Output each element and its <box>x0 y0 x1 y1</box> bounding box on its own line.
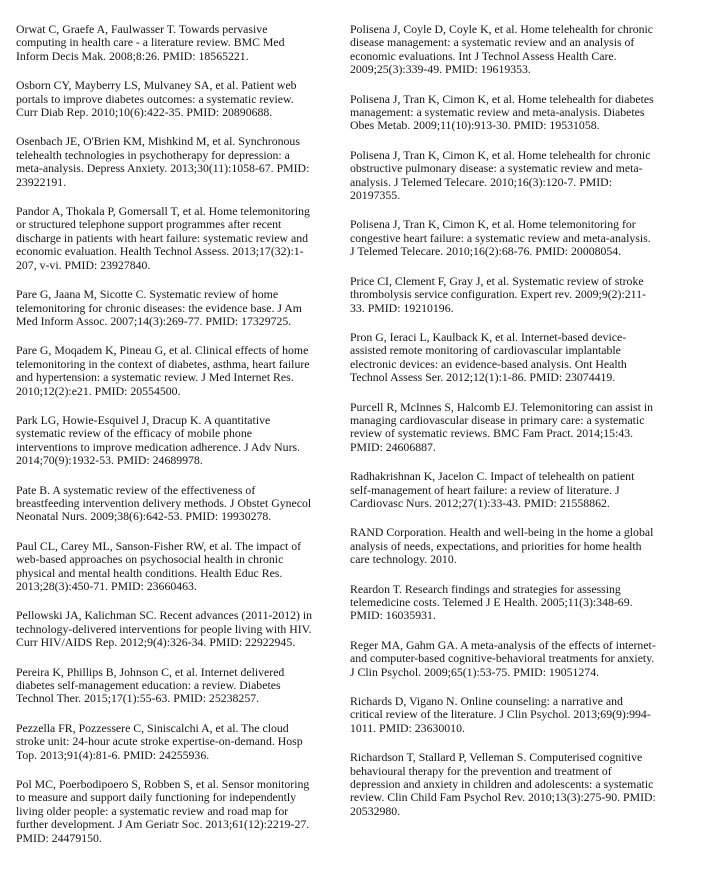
reference-entry: Osenbach JE, O'Brien KM, Mishkind M, et al. Synchronous telehealth technologies in psychotherapy for depression: a meta-analysis. Depress Anxiety. 2013;30(11):1058-67. PMID: 23922191. <box>16 134 310 189</box>
reference-entry: Pellowski JA, Kalichman SC. Recent advances (2011-2012) in technology-delivered interventions for people living with HIV. Curr HIV/AIDS Rep. 2012;9(4):326-34. PMID: 22922945. <box>16 608 313 650</box>
reference-entry: Orwat C, Graefe A, Faulwasser T. Towards pervasive computing in health care - a literature review. BMC Med Inform Decis Mak. 2008;8:26. PMID: 18565221. <box>16 22 285 63</box>
reference-entry: Purcell R, McInnes S, Halcomb EJ. Telemonitoring can assist in managing cardiovascular disease in primary care: a systematic review of systematic reviews. BMC Fam Pract. 2014;15:43. PMID: 24606887. <box>350 399 654 454</box>
reference-column-left <box>16 23 316 861</box>
reference-entry: Polisena J, Coyle D, Coyle K, et al. Home telehealth for chronic disease management: a systematic review and an analysis of economic evaluations. Int J Technol Assess Health Care. 2009;25(3):339-49. PMID: 19619353. <box>350 22 654 77</box>
reference-entry: Pate B. A systematic review of the effectiveness of breastfeeding intervention delivery methods. J Obstet Gynecol Neonatal Nurs. 2009;38(6):642-53. PMID: 19930278. <box>16 482 312 524</box>
reference-column-right <box>350 23 658 834</box>
reference-entry: Radhakrishnan K, Jacelon C. Impact of telehealth on patient self-management of heart failure: a review of literature. J Cardiovasc Nurs. 2012;27(1):33-43. PMID: 21558862. <box>350 469 635 510</box>
reference-entry: Pereira K, Phillips B, Johnson C, et al. Internet delivered diabetes self-management education: a review. Diabetes Technol Ther. 2015;17(1):55-63. PMID: 25238257. <box>16 664 285 706</box>
reference-entry: Pol MC, Poerbodipoero S, Robben S, et al. Sensor monitoring to measure and support daily functioning for independently living older people: a systematic review and road map for further development. J Am Geriatr Soc. 2013;61(12):2219-27. PMID: 24479150. <box>16 777 310 845</box>
reference-entry: Pare G, Jaana M, Sicotte C. Systematic review of home telemonitoring for chronic diseases: the evidence base. J Am Med Inform Assoc. 2007;14(3):269-77. PMID: 17329725. <box>16 287 302 328</box>
reference-entry: Pare G, Moqadem K, Pineau G, et al. Clinical effects of home telemonitoring in the context of diabetes, asthma, heart failure and hypertension: a systematic review. J Med Internet Res. 2010;12(2):e21. PMID: 20554500. <box>16 343 310 398</box>
reference-entry: Park LG, Howie-Esquivel J, Dracup K. A quantitative systematic review of the efficacy of mobile phone interventions to improve medication adherence. J Adv Nurs. 2014;70(9):1932-53. PMID: 24689978. <box>16 412 301 468</box>
reference-entry: Pron G, Ieraci L, Kaulback K, et al. Internet-based device-assisted remote monitoring of cardiovascular implantable electronic devices: an evidence-based analysis. Ont Health Technol Assess Ser. 2012;12(1):1-86. PMID: 23074419. <box>350 329 627 385</box>
reference-entry: RAND Corporation. Health and well-being in the home a global analysis of needs, expectations, and priorities for home health care technology. 2010. <box>350 525 654 567</box>
reference-entry: Pezzella FR, Pozzessere C, Siniscalchi A, et al. The cloud stroke unit: 24-hour acute stroke expertise-on-demand. Hosp Top. 2013;91(4):81-6. PMID: 24255936. <box>16 720 303 762</box>
reference-entry: Richards D, Vigano N. Online counseling: a narrative and critical review of the literature. J Clin Psychol. 2013;69(9):994-1011. PMID: 23630010. <box>350 694 651 735</box>
reference-entry: Polisena J, Tran K, Cimon K, et al. Home telemonitoring for congestive heart failure: a systematic review and meta-analysis. J Telemed Telecare. 2010;16(2):68-76. PMID: 20008054. <box>350 217 651 259</box>
reference-entry: Pandor A, Thokala P, Gomersall T, et al. Home telemonitoring or structured telephone support programmes after recent discharge in patients with heart failure: systematic review and economic evaluation. Health Technol Assess. 2013;17(32):1-207, v-vi. PMID: 23927840. <box>16 204 310 272</box>
reference-entry: Richardson T, Stallard P, Velleman S. Computerised cognitive behavioural therapy for the prevention and treatment of depression and anxiety in children and adolescents: a systematic review. Clin Child Fam Psychol Rev. 2010;13(3):275-90. PMID: 20532980. <box>350 750 656 818</box>
reference-entry: Polisena J, Tran K, Cimon K, et al. Home telehealth for diabetes management: a systematic review and meta-analysis. Diabetes Obes Metab. 2009;11(10):913-30. PMID: 19531058. <box>350 91 654 133</box>
reference-entry: Osborn CY, Mayberry LS, Mulvaney SA, et al. Patient web portals to improve diabetes outcomes: a systematic review. Curr Diab Rep. 2010;10(6):422-35. PMID: 20890688. <box>16 78 297 120</box>
reference-entry: Price CI, Clement F, Gray J, et al. Systematic review of stroke thrombolysis service configuration. Expert rev. 2009;9(2):211-33. PMID: 19210196. <box>350 273 646 315</box>
reference-entry: Paul CL, Carey ML, Sanson-Fisher RW, et al. The impact of web-based approaches on psychosocial health in chronic physical and mental health conditions. Health Educ Res. 2013;28(3):450-71. PMID: 23660463. <box>16 538 302 593</box>
reference-entry: Polisena J, Tran K, Cimon K, et al. Home telehealth for chronic obstructive pulmonary disease: a systematic review and meta-analysis. J Telemed Telecare. 2010;16(3):120-7. PMID: 20197355. <box>350 147 651 203</box>
reference-entry: Reardon T. Research findings and strategies for assessing telemedicine costs. Telemed J E Health. 2005;11(3):348-69. PMID: 16035931. <box>350 581 633 623</box>
reference-entry: Reger MA, Gahm GA. A meta-analysis of the effects of internet- and computer-based cognitive-behavioral treatments for anxiety. J Clin Psychol. 2009;65(1):53-75. PMID: 19051274. <box>350 637 656 679</box>
